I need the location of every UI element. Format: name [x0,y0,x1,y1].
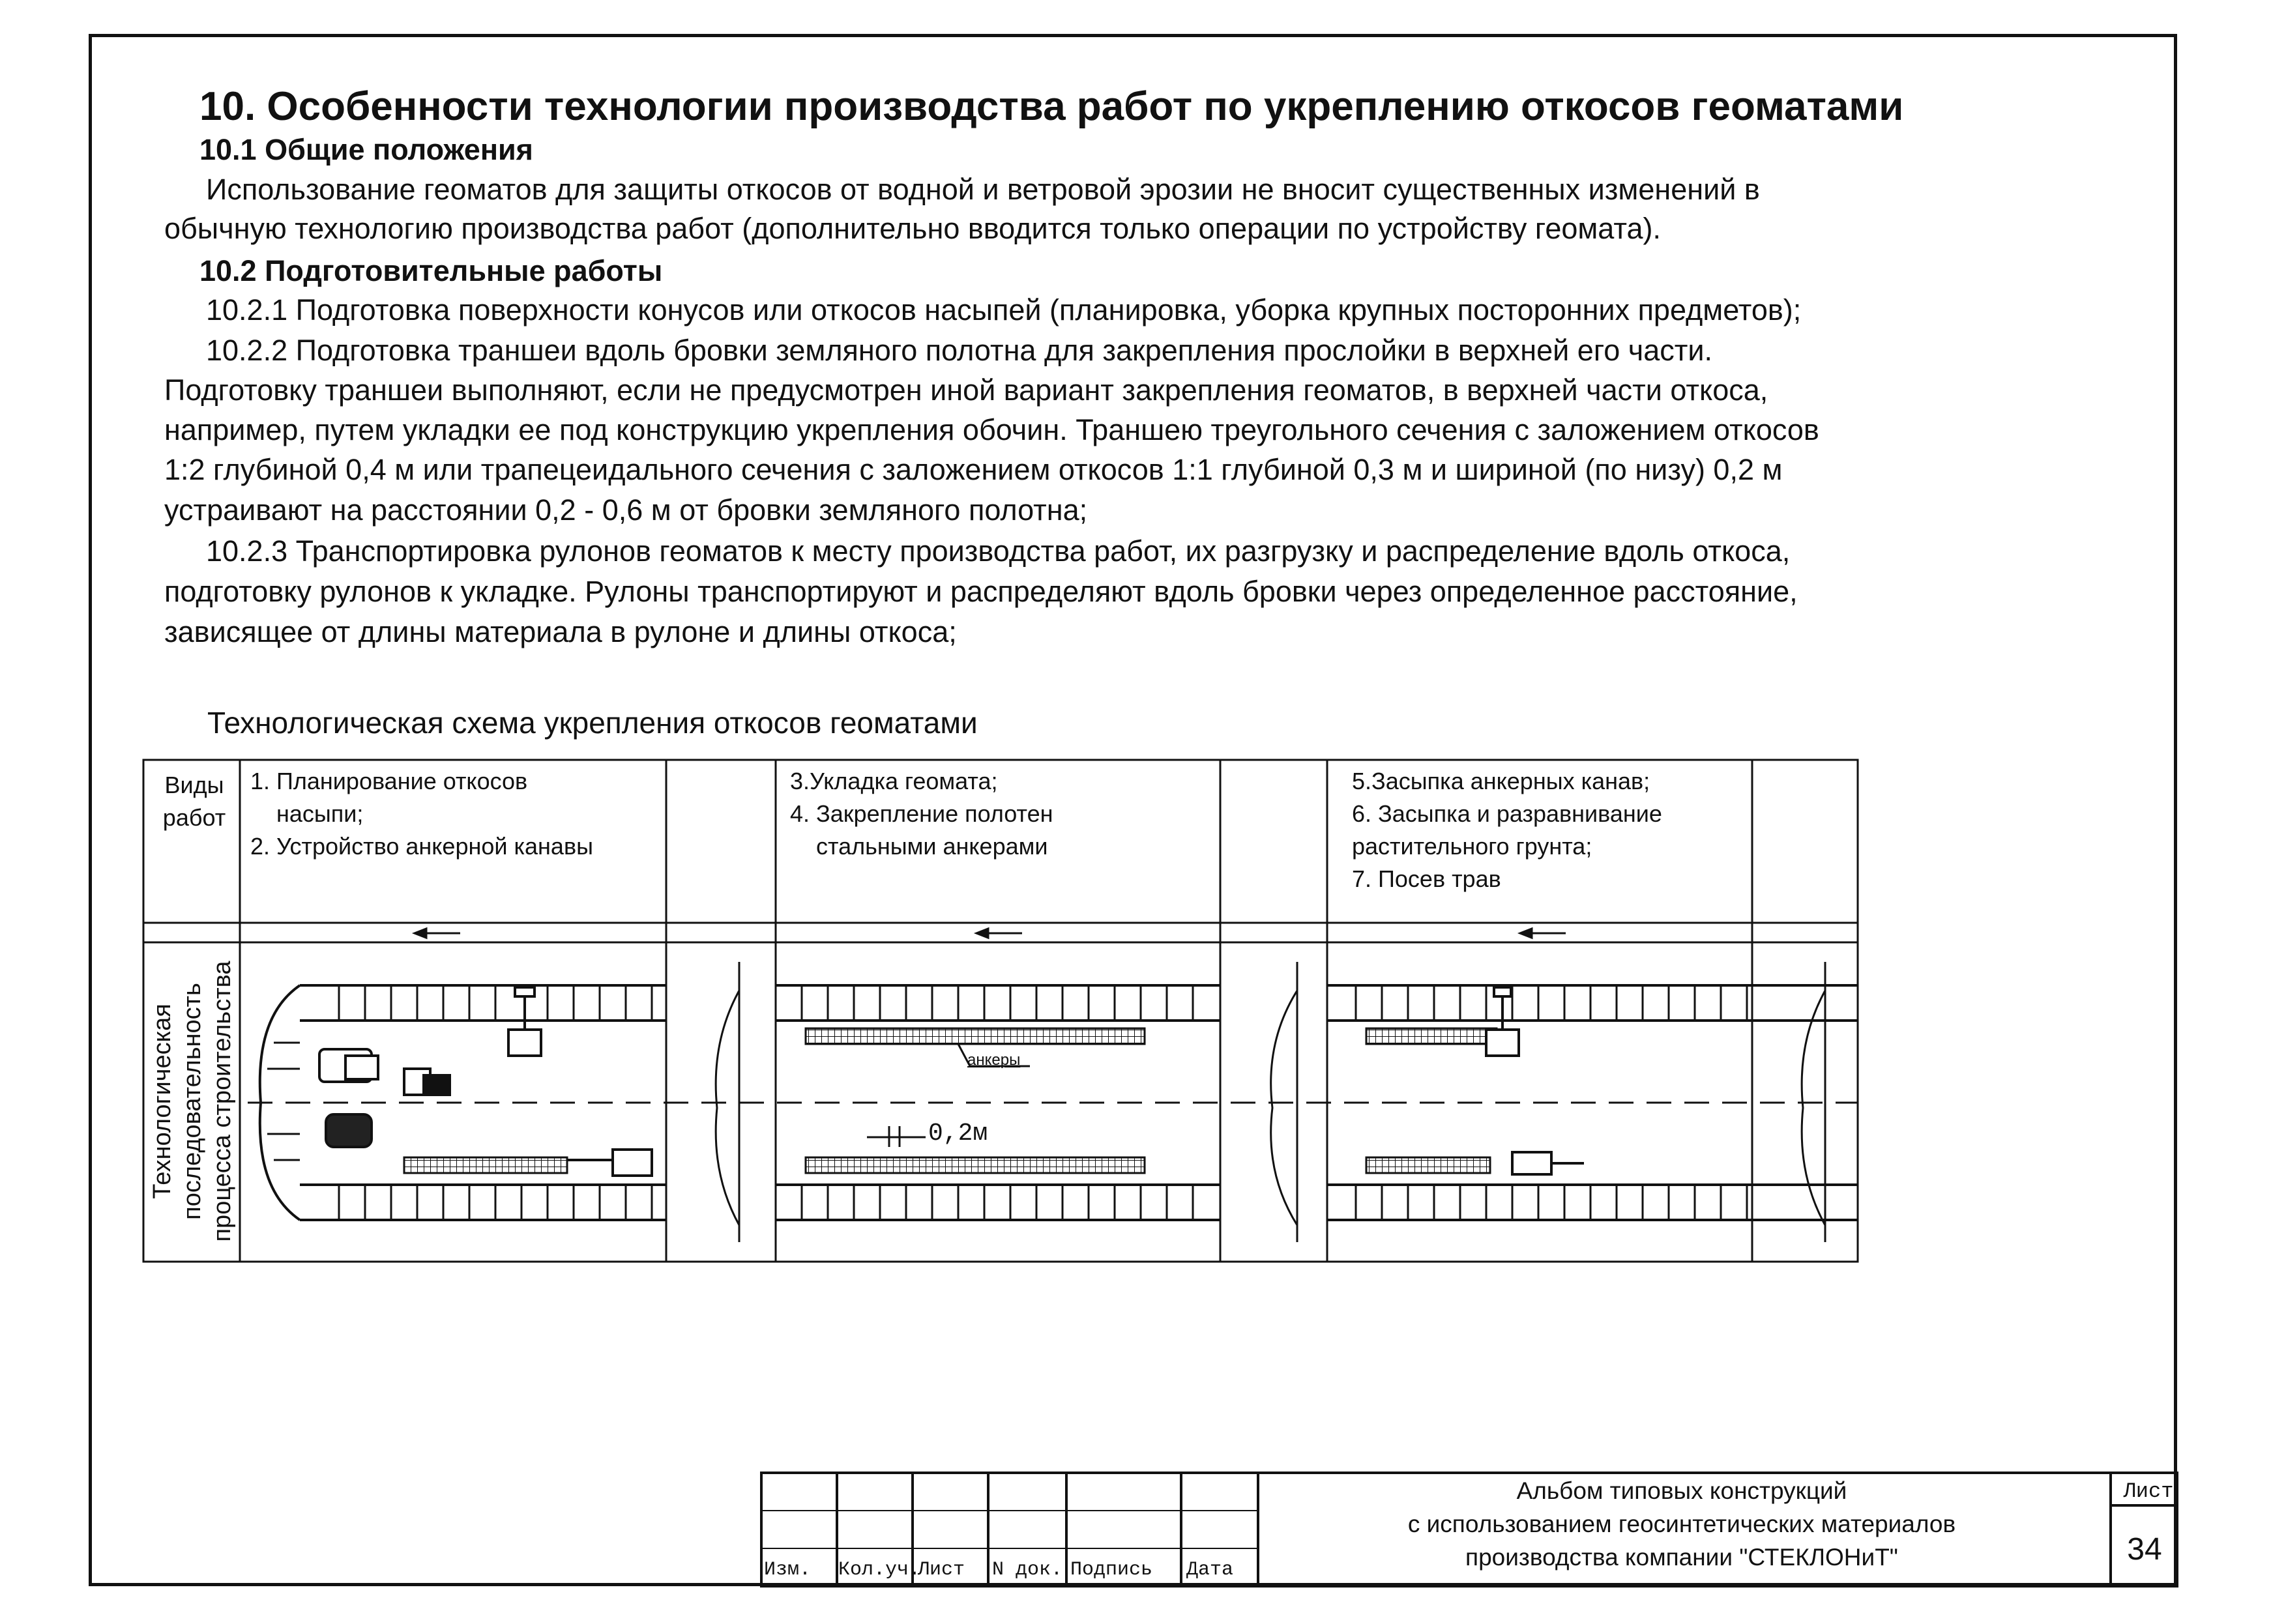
section-2-line: Подготовку траншеи выполняют, если не предусмотрен иной вариант закрепления геоматов, в верхней части откоса, [164,373,1768,407]
stage-3-text: 6. Засыпка и разравнивание [1352,800,1662,827]
scheme-caption: Технологическая схема укрепления откосов геоматами [207,706,978,740]
row-label-process: процесса строительства [209,961,236,1242]
page-heading: 10. Особенности технологии производства работ по укреплению откосов геоматами [199,84,1904,129]
section-2-line: подготовку рулонов к укладке. Рулоны транспортируют и распределяют вдоль бровки через определенное расстояние, [164,575,1798,608]
row-label-work: Виды [164,772,224,798]
tb-col-data: Дата [1186,1559,1234,1581]
stage-1-text: 2. Устройство анкерной канавы [250,833,593,860]
tb-col-koluch: Кол.уч. [838,1559,921,1581]
section-1-title: 10.1 Общие положения [199,133,533,166]
row-label-work: работ [162,804,226,831]
stage-2-text: 4. Закрепление полотен [790,800,1053,827]
offset-label: 0,2м [928,1120,988,1148]
tb-col-ndok: N док. [992,1559,1063,1581]
tb-title-line: Альбом типовых конструкций [1516,1477,1847,1504]
sheet-label: Лист [2123,1479,2174,1503]
stage-3-text: 5.Засыпка анкерных канав; [1352,768,1650,794]
sheet-number: 34 [2127,1532,2162,1567]
row-label-process: Технологическая [149,1004,176,1199]
tb-col-podpis: Подпись [1070,1559,1153,1581]
stage-3-text: растительного грунта; [1352,833,1592,860]
stage-3-text: 7. Посев трав [1352,865,1501,892]
section-2-title: 10.2 Подготовительные работы [199,254,663,287]
stage-1-text: 1. Планирование откосов [250,768,528,794]
section-1-line: Использование геоматов для защиты откосов от водной и ветровой эрозии не вносит существенных изменений в [206,173,1760,206]
section-2-line: зависящее от длины материала в рулоне и длины откоса; [164,615,957,648]
tb-title-line: с использованием геосинтетических материалов [1407,1511,1956,1537]
stage-1-text: насыпи; [250,800,364,827]
section-2-line: например, путем укладки ее под конструкцию укрепления обочин. Траншею треугольного сечения с заложением откосов [164,413,1819,446]
section-1-line: обычную технологию производства работ (дополнительно вводится только операции по устройству геомата). [164,212,1661,245]
row-label-process: последовательность [179,983,206,1220]
tb-title-line: производства компании "СТЕКЛОНиТ" [1465,1544,1898,1571]
tb-col-izm: Изм. [764,1559,812,1581]
section-2-line: 1:2 глубиной 0,4 м или трапецеидального сечения с заложением откосов 1:1 глубиной 0,3 м и шириной (по низу) 0,2 м [164,453,1783,486]
section-2-line: устраивают на расстоянии 0,2 - 0,6 м от бровки земляного полотна; [164,493,1088,527]
stage-2-text: 3.Укладка геомата; [790,768,998,794]
section-2-line: 10.2.2 Подготовка траншеи вдоль бровки земляного полотна для закрепления прослойки в верхней его части. [206,334,1712,367]
stage-2-text: стальными анкерами [790,833,1048,860]
section-2-line: 10.2.1 Подготовка поверхности конусов или откосов насыпей (планировка, уборка крупных посторонних предметов); [206,293,1802,326]
anchors-label: анкеры [967,1051,1021,1069]
tb-col-list: Лист [918,1559,965,1581]
section-2-line: 10.2.3 Транспортировка рулонов геоматов к месту производства работ, их разгрузку и распределение вдоль откоса, [206,534,1791,568]
